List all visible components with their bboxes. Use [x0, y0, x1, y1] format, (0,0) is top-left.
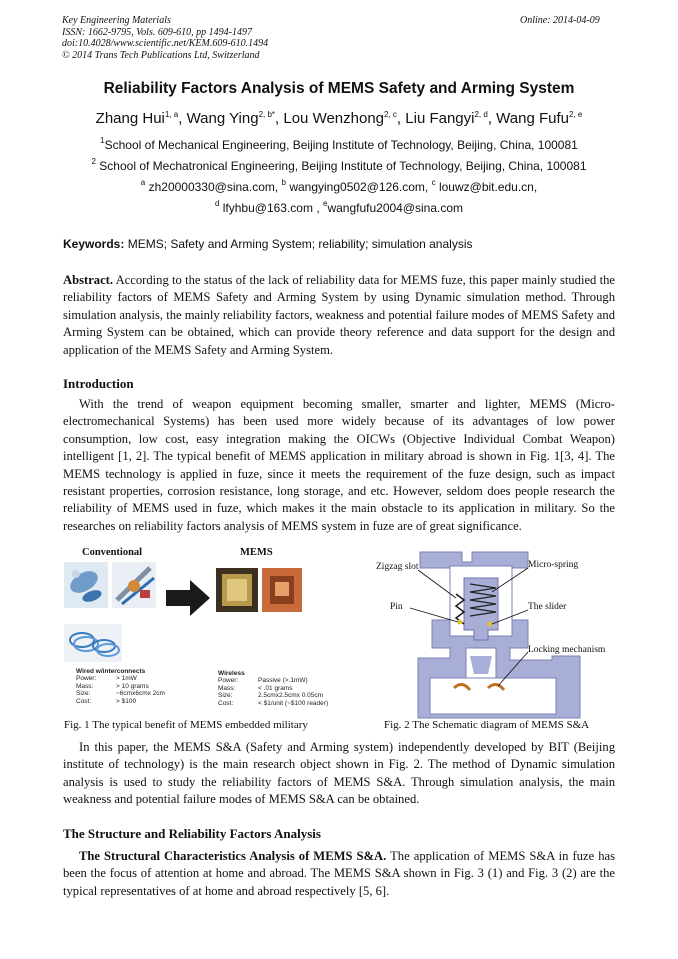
keywords: Keywords: MEMS; Safety and Arming System; reliability; simulation analysis: [63, 237, 473, 251]
subsection-heading: The Structural Characteristics Analysis of MEMS S&A.: [79, 849, 387, 863]
author: Wang Fufu$^{2, e}$: [496, 110, 583, 127]
abstract-label: Abstract.: [63, 273, 114, 287]
issn: ISSN: 1662-9795, Vols. 609-610, pp 1494-1497: [62, 26, 252, 38]
copyright: © 2014 Trans Tech Publications Ltd, Switzerland: [62, 49, 260, 61]
fig1-caption: Fig. 1 The typical benefit of MEMS embedded military: [64, 719, 308, 731]
paper-title: Reliability Factors Analysis of MEMS Safety and Arming System: [103, 80, 575, 97]
email-line-2: $^d$ lfyhbu@163.com , $^e$wangfufu2004@sina.com: [214, 199, 464, 215]
abstract: [63, 272, 615, 359]
online-date: Online: 2014-04-09: [520, 15, 600, 26]
affiliation-2: $^2$ School of Mechatronical Engineering, Beijing Institute of Technology, Beijing, China, 100081: [91, 157, 587, 173]
conventional-sensor-image: [64, 562, 108, 608]
wired-interconnect-image: [64, 624, 122, 662]
running-header: [62, 15, 268, 61]
structure-paragraph: The Structural Characteristics Analysis of MEMS S&A. The application of MEMS S&A in fuze has been the focus of attention at home and abroad. The MEMS S&A shown in Fig. 3 (1) and Fig. 3 (2) are the typical representatives of at home and abroad respectively [5, 6].: [63, 849, 615, 898]
affiliation-1: $^1$School of Mechanical Engineering, Beijing Institute of Technology, Beijing, China, 100081: [100, 136, 578, 152]
author: Lou Wenzhong$^{2, c}$,: [283, 110, 406, 127]
fig2-diagram: [370, 548, 620, 720]
section-heading: Introduction: [63, 376, 134, 391]
label-slider: The slider: [528, 602, 567, 612]
author: Wang Ying$^{2, b*}$,: [186, 110, 284, 127]
fig2-caption: Fig. 2 The Schematic diagram of MEMS S&A: [384, 719, 590, 731]
doi: doi:10.4028/www.scientific.net/KEM.609-610.1494: [62, 38, 269, 49]
label-pin: Pin: [390, 602, 403, 612]
section-heading-structure: The Structure and Reliability Factors Analysis: [63, 826, 321, 841]
email-line-1: $^a$ zh20000330@sina.com, $^b$ wangying0502@126.com, $^c$ louwz@bit.edu.cn,: [140, 178, 538, 194]
intro-paragraph-2: In this paper, the MEMS S&A (Safety and Arming system) independently developed by BIT (Beijing institute of technology) is the main research object shown in Fig. 2. The method of Dynamic simulation analysis is used to study the reliability factors of MEMS S&A. Through simulation analysis, the main weakness and potential failure modes of MEMS S&A can be obtained.: [63, 740, 615, 807]
label-locking-mechanism: Locking mechanism: [528, 645, 606, 655]
label-micro-spring: Micro-spring: [528, 560, 579, 570]
author: Zhang Hui$^{1, a}$,: [95, 110, 187, 127]
fig1-mems-label: MEMS: [240, 547, 273, 558]
wired-spec-table: Wired w/interconnects Power: > 1mW Mass: > 10 grams Size: ~6cmx6cmx 2cm Cost: > $100: [76, 668, 165, 705]
abstract-text: According to the status of the lack of reliability data for MEMS fuze, this paper mainly studied the reliability factors of MEMS Safety and Arming System by using Dynamic simulation method. Through simulation analysis, the mainly reliability factors, weakness and potential failure modes of MEMS Safety and Arming System can be obtained, which can provide theory reference and data support for the design and application of the MEMS Safety and Arming System.: [63, 273, 615, 357]
fig1-conventional-label: Conventional: [82, 547, 143, 558]
intro-paragraph-1: With the trend of weapon equipment becoming smaller, smarter and lighter, MEMS (Micro-electromechanical Systems) has been used more widely because of its advantages of low power consumption, low cost, easy integration making the OICWs (Objective Individual Combat Weapon) intelligent [1, 2]. The typical benefit of MEMS application in military abroad is shown in Fig. 1[3, 4]. The MEMS technology is applied in fuze, since it meets the requirement of the fuze design, such as impact resistant properties, corrosion resistance, long storage, and etc. However, seldom does people research the reliability of MEMS used in fuze, which makes it the main obstacle to its application in military. So the researches on reliability factors analysis of MEMS system in fuze are of great significance.: [63, 397, 615, 533]
pin: [458, 620, 463, 625]
wireless-spec-table: Wireless Power: Passive (>.1mW) Mass: < .01 grams Size: 2.5cmx2.5cmx 0.05cm Cost: < $1/unit (~$100 reader): [218, 670, 329, 707]
journal-name: Key Engineering Materials: [62, 15, 171, 26]
author: Liu Fangyi$^{2, d}$,: [405, 110, 497, 127]
slider-pin: [488, 622, 493, 627]
conventional-wiring-image: [112, 562, 156, 608]
mems-chip-image: [216, 568, 302, 612]
label-zigzag-slot: Zigzag slot: [376, 562, 419, 572]
transition-arrow-icon: [166, 580, 210, 616]
author-list: [0, 110, 678, 127]
